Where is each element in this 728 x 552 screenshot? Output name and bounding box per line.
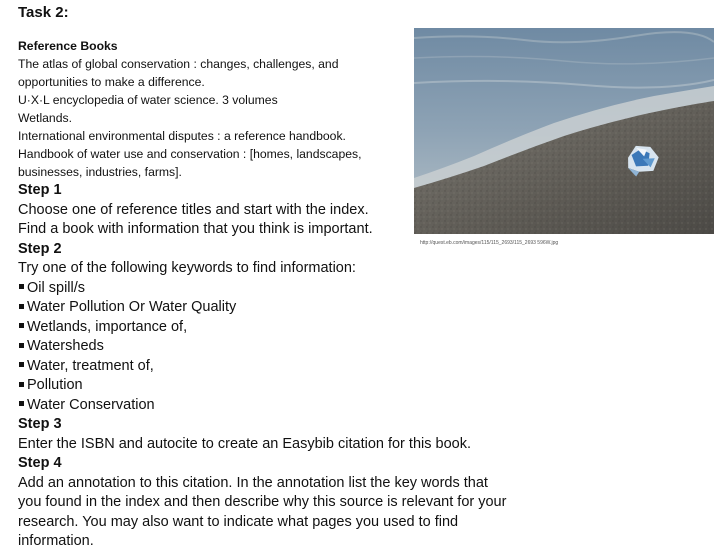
bullet-icon (19, 362, 24, 367)
bullet-icon (19, 382, 24, 387)
reference-line: businesses, industries, farms]. (18, 165, 182, 179)
keyword-label: Wetlands, importance of, (27, 318, 188, 335)
keyword-item (18, 357, 718, 377)
step1-line: Find a book with information that you think is important. (18, 221, 373, 237)
step3-heading: Step 3 (18, 416, 62, 432)
reference-line: Wetlands. (18, 111, 72, 125)
keyword-item (18, 279, 718, 299)
step1-heading: Step 1 (18, 182, 62, 198)
keyword-label: Oil spill/s (27, 279, 86, 296)
reference-line: Handbook of water use and conservation : [homes, landscapes, (18, 147, 362, 161)
task-title: Task 2: (18, 4, 69, 21)
keyword-item (18, 318, 718, 338)
keyword-item (18, 337, 718, 357)
bullet-icon (19, 401, 24, 406)
step1-line: Choose one of reference titles and start with the index. (18, 201, 369, 218)
step4-line: Add an annotation to this citation. In the annotation list the key words that (18, 474, 488, 491)
bullet-icon (19, 284, 24, 289)
reference-line: The atlas of global conservation : changes, challenges, and (18, 57, 339, 71)
keyword-label: Water Conservation (27, 396, 155, 413)
bullet-icon (19, 323, 24, 328)
step4-line: you found in the index and then describe why this source is relevant for your (18, 494, 507, 510)
keyword-item (18, 396, 718, 416)
step2-intro: Try one of the following keywords to find information: (18, 260, 356, 276)
steps-section (18, 181, 718, 552)
keyword-label: Watersheds (27, 338, 104, 354)
step3-text: Enter the ISBN and autocite to create an Easybib citation for this book. (18, 435, 471, 452)
step4-line: information. (18, 533, 94, 549)
bullet-icon (19, 304, 24, 309)
reference-line: U·X·L encyclopedia of water science. 3 volumes (18, 93, 278, 107)
reference-line: International environmental disputes : a reference handbook. (18, 129, 346, 143)
keyword-item (18, 298, 718, 318)
step4-heading: Step 4 (18, 455, 62, 471)
keyword-label: Water Pollution Or Water Quality (27, 299, 237, 315)
keyword-label: Water, treatment of, (27, 357, 154, 374)
reference-line: opportunities to make a difference. (18, 75, 205, 89)
step4-line: research. You may also want to indicate what pages you used to find (18, 513, 459, 530)
bullet-icon (19, 343, 24, 348)
reference-books-heading: Reference Books (18, 39, 118, 53)
keyword-label: Pollution (27, 377, 83, 393)
keyword-item (18, 376, 718, 396)
step2-heading: Step 2 (18, 240, 62, 257)
reference-books-list (18, 37, 408, 181)
photo-caption: http://quest.eb.com/images/115/115_2693/115_2693 596W.jpg (420, 240, 559, 246)
